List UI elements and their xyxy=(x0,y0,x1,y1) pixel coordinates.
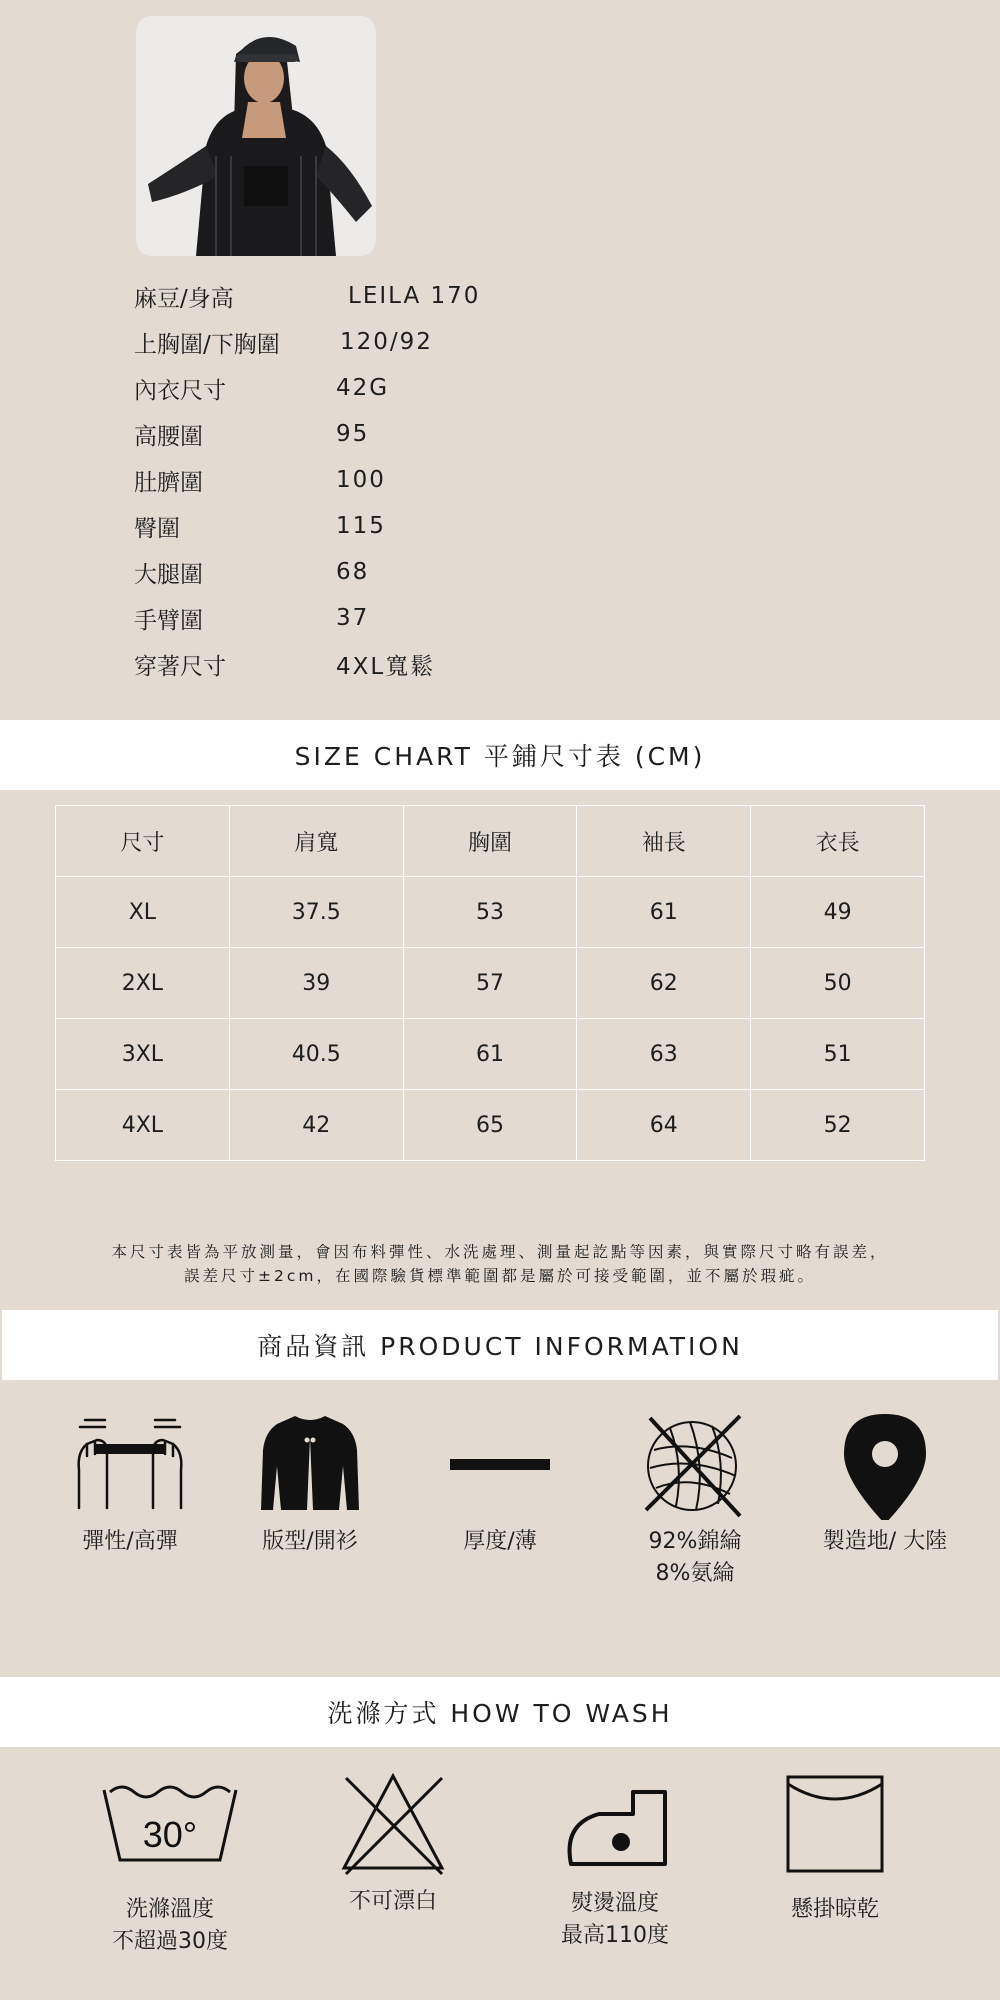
table-cell: 65 xyxy=(403,1090,577,1161)
header-cell: 袖長 xyxy=(577,806,751,877)
info-label: 彈性/高彈 xyxy=(82,1529,178,1554)
no-bleach-icon xyxy=(338,1770,448,1880)
table-cell: 39 xyxy=(229,948,403,1019)
table-cell: XL xyxy=(56,877,230,948)
header-cell: 衣長 xyxy=(751,806,925,877)
table-cell: 4XL xyxy=(56,1090,230,1161)
model-label: 內衣尺寸 xyxy=(134,377,226,404)
cardigan-icon xyxy=(255,1410,365,1520)
location-pin-icon xyxy=(830,1410,940,1520)
table-row xyxy=(56,948,925,1019)
wash-label: 不可漂白 xyxy=(348,1889,437,1914)
model-value: 120/92 xyxy=(340,329,433,355)
model-label: 手臂圍 xyxy=(134,607,203,634)
info-label: 92%錦綸 xyxy=(648,1529,742,1554)
wash-temp-symbol: 30° xyxy=(142,1814,198,1855)
header-cell: 尺寸 xyxy=(56,806,230,877)
table-cell: 42 xyxy=(229,1090,403,1161)
yarn-ball-icon xyxy=(640,1410,750,1520)
wash-item-temperature xyxy=(95,1776,245,1958)
wash-label: 不超過30度 xyxy=(112,1929,228,1954)
table-cell: 57 xyxy=(403,948,577,1019)
table-row xyxy=(56,1019,925,1090)
table-row xyxy=(56,877,925,948)
wash-30-icon xyxy=(100,1776,240,1866)
wash-label: 最高110度 xyxy=(561,1923,669,1948)
wash-item-dry xyxy=(765,1774,905,1926)
model-label: 麻豆/身高 xyxy=(134,285,234,312)
model-value: 42G xyxy=(336,375,390,401)
table-cell: 40.5 xyxy=(229,1019,403,1090)
model-value: 115 xyxy=(336,513,386,539)
table-cell: 52 xyxy=(751,1090,925,1161)
model-value: 95 xyxy=(336,421,370,447)
model-value: 68 xyxy=(336,559,370,585)
info-item-elasticity xyxy=(60,1410,200,1558)
model-row xyxy=(134,368,389,408)
model-row xyxy=(134,644,435,684)
model-label: 上胸圍/下胸圍 xyxy=(134,331,280,358)
header-cell: 胸圍 xyxy=(403,806,577,877)
stretch-icon xyxy=(65,1410,195,1510)
info-item-material xyxy=(625,1410,765,1590)
info-label: 版型/開衫 xyxy=(262,1529,358,1554)
model-row xyxy=(134,460,386,500)
table-cell: 61 xyxy=(403,1019,577,1090)
table-row xyxy=(56,1090,925,1161)
table-cell: 53 xyxy=(403,877,577,948)
model-label: 高腰圍 xyxy=(134,423,203,450)
model-photo xyxy=(136,16,376,256)
info-label: 厚度/薄 xyxy=(463,1529,537,1554)
model-label: 肚臍圍 xyxy=(134,469,203,496)
table-cell: 62 xyxy=(577,948,751,1019)
size-chart-table xyxy=(55,805,925,1161)
info-label: 製造地/ 大陸 xyxy=(822,1529,948,1554)
header-cell: 肩寬 xyxy=(229,806,403,877)
model-value: LEILA 170 xyxy=(348,283,481,309)
model-row xyxy=(134,414,369,454)
wash-title: 洗滌方式 HOW TO WASH xyxy=(0,1677,1000,1747)
model-label: 臀圍 xyxy=(134,515,180,542)
iron-icon xyxy=(555,1780,675,1870)
wash-label: 懸掛晾乾 xyxy=(790,1897,879,1922)
thickness-line-icon xyxy=(445,1410,555,1520)
product-info-title: 商品資訊 PRODUCT INFORMATION xyxy=(2,1310,998,1380)
table-cell: 63 xyxy=(577,1019,751,1090)
wash-label: 熨燙溫度 xyxy=(570,1891,659,1916)
model-label: 穿著尺寸 xyxy=(134,653,226,680)
model-value: 37 xyxy=(336,605,370,631)
model-value: 100 xyxy=(336,467,386,493)
model-row xyxy=(134,276,480,316)
wash-item-iron xyxy=(545,1780,685,1952)
model-label: 大腿圍 xyxy=(134,561,203,588)
table-cell: 3XL xyxy=(56,1019,230,1090)
size-note-line-1: 本尺寸表皆為平放測量，會因布料彈性、水洗處理、測量起訖點等因素，與實際尺寸略有誤差， xyxy=(111,1243,889,1261)
wash-item-bleach xyxy=(323,1770,463,1918)
hang-dry-icon xyxy=(785,1774,885,1874)
table-cell: 2XL xyxy=(56,948,230,1019)
table-cell: 64 xyxy=(577,1090,751,1161)
size-note-line-2: 誤差尺寸±2cm，在國際驗貨標準範圍都是屬於可接受範圍，並不屬於瑕疵。 xyxy=(184,1267,816,1285)
size-chart-title: SIZE CHART 平鋪尺寸表 (CM) xyxy=(0,720,1000,790)
table-cell: 61 xyxy=(577,877,751,948)
info-item-fit xyxy=(240,1410,380,1558)
info-label: 8%氨綸 xyxy=(655,1561,735,1586)
table-header-row xyxy=(56,806,925,877)
info-item-thickness xyxy=(430,1410,570,1558)
info-item-origin xyxy=(805,1410,965,1558)
model-row xyxy=(134,552,369,592)
table-cell: 49 xyxy=(751,877,925,948)
model-value: 4XL寬鬆 xyxy=(336,653,436,680)
table-cell: 51 xyxy=(751,1019,925,1090)
wash-label: 洗滌溫度 xyxy=(125,1897,214,1922)
table-cell: 37.5 xyxy=(229,877,403,948)
table-cell: 50 xyxy=(751,948,925,1019)
model-row xyxy=(134,598,369,638)
model-row xyxy=(134,322,433,362)
model-row xyxy=(134,506,386,546)
